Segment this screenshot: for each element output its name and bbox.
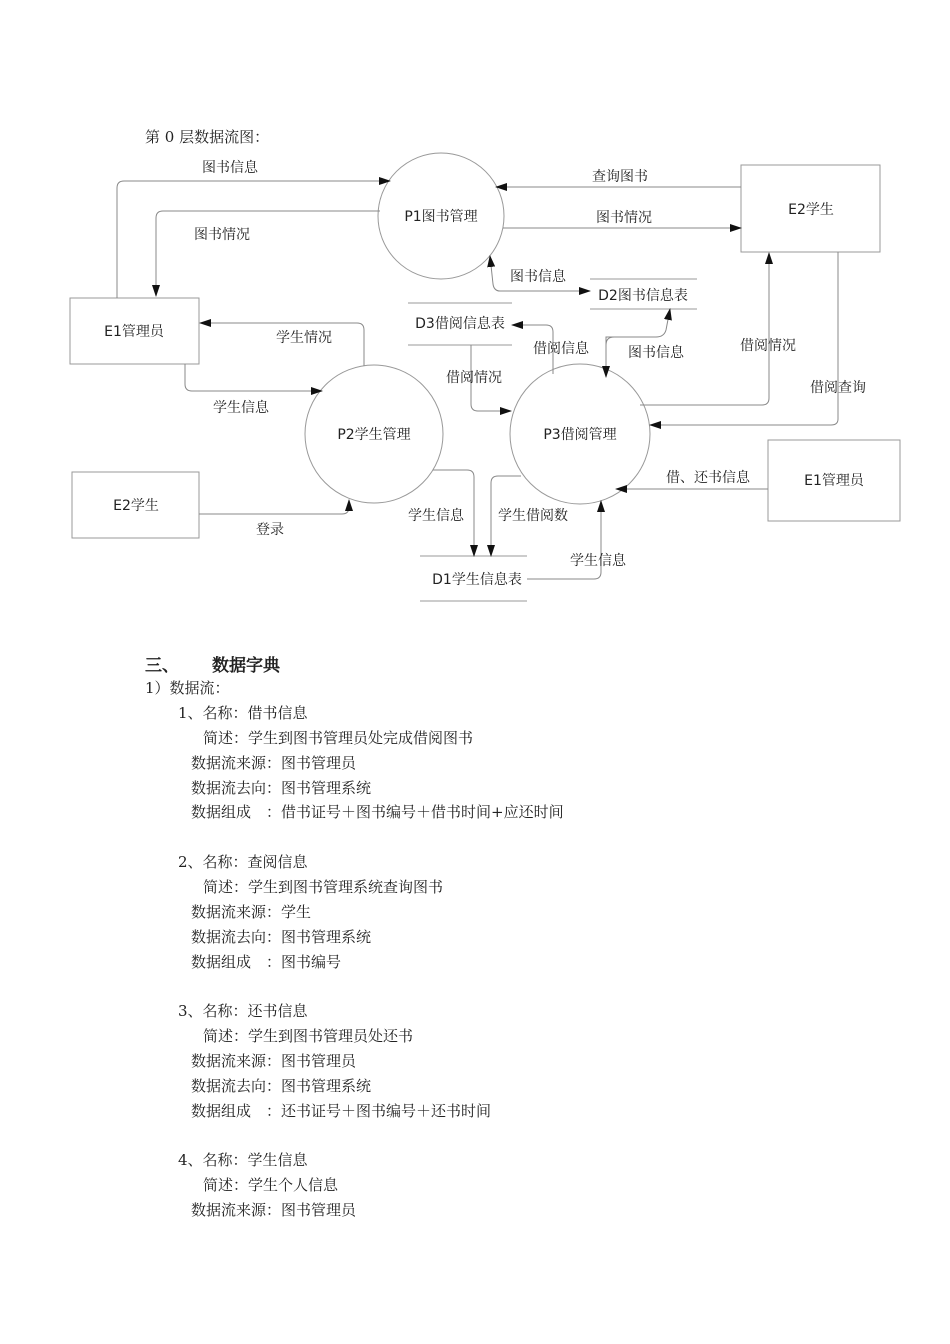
entry-2-source: 数据流来源：学生 bbox=[191, 903, 312, 921]
entry-3-composition: 数据组成 ：还书证号＋图书编号＋还书时间 bbox=[191, 1102, 492, 1120]
flow-p3-to-d2-label: 图书信息 bbox=[628, 345, 684, 361]
store-d2-label: D2图书信息表 bbox=[598, 288, 688, 304]
flow-d2-to-p1-label: 图书信息 bbox=[510, 269, 566, 285]
entry-2-desc: 简述：学生到图书管理系统查询图书 bbox=[203, 878, 444, 896]
process-p3-label: P3借阅管理 bbox=[543, 427, 617, 443]
section-number: 三、 bbox=[145, 656, 179, 676]
flow-p2-to-e1-label: 学生情况 bbox=[276, 330, 332, 346]
flow-e1-to-p1-label: 图书信息 bbox=[202, 160, 258, 176]
flow-e2-to-p2-label: 登录 bbox=[256, 522, 284, 538]
flow-p3-to-d3-label: 借阅信息 bbox=[533, 341, 589, 357]
entry-3-source: 数据流来源：图书管理员 bbox=[191, 1052, 357, 1070]
entry-2-composition: 数据组成 ：图书编号 bbox=[191, 953, 342, 971]
flow-p3-to-e2 bbox=[640, 253, 769, 405]
diagram-caption: 第 0 层数据流图： bbox=[145, 128, 270, 146]
flow-e2-to-p1-label: 查询图书 bbox=[592, 169, 648, 185]
flow-e1-to-p1 bbox=[117, 181, 390, 298]
entity-e1-admin-right-label: E1管理员 bbox=[804, 473, 864, 489]
entry-3-destination: 数据流去向：图书管理系统 bbox=[191, 1077, 372, 1095]
entry-1-name: 1、名称：借书信息 bbox=[178, 704, 308, 722]
flow-e1-to-p2 bbox=[185, 364, 322, 391]
flow-p3-to-d1-label: 学生借阅数 bbox=[498, 508, 568, 524]
entry-1-source: 数据流来源：图书管理员 bbox=[191, 754, 357, 772]
entry-3-name: 3、名称：还书信息 bbox=[178, 1002, 308, 1020]
entry-1-composition: 数据组成 ：借书证号＋图书编号＋借书时间+应还时间 bbox=[191, 803, 564, 821]
flow-e1-to-p3-label: 借、还书信息 bbox=[666, 470, 750, 486]
flow-e2-to-p3-label: 借阅查询 bbox=[810, 380, 866, 396]
flow-p2-to-d1-label: 学生信息 bbox=[408, 508, 464, 524]
entity-e2-student-right-label: E2学生 bbox=[788, 202, 834, 218]
subsection-heading: 1）数据流： bbox=[145, 679, 230, 697]
flow-e2-to-p2 bbox=[199, 500, 349, 514]
entity-e1-admin-left-label: E1管理员 bbox=[104, 324, 164, 340]
store-d3-label: D3借阅信息表 bbox=[415, 316, 505, 332]
flow-e1-to-p2-label: 学生信息 bbox=[213, 400, 269, 416]
entry-2-destination: 数据流去向：图书管理系统 bbox=[191, 928, 372, 946]
section-heading bbox=[145, 651, 280, 676]
section-title: 数据字典 bbox=[212, 656, 280, 676]
entry-2-name: 2、名称：查阅信息 bbox=[178, 853, 308, 871]
flow-d3-to-p3-label: 借阅情况 bbox=[446, 370, 502, 386]
entry-4-name: 4、名称：学生信息 bbox=[178, 1151, 308, 1169]
process-p1-label: P1图书管理 bbox=[404, 209, 478, 225]
entity-e2-student-left-label: E2学生 bbox=[113, 498, 159, 514]
entry-3-desc: 简述：学生到图书管理员处还书 bbox=[203, 1027, 414, 1045]
entry-4-source: 数据流来源：图书管理员 bbox=[191, 1201, 357, 1219]
entry-1-destination: 数据流去向：图书管理系统 bbox=[191, 779, 372, 797]
process-p2-label: P2学生管理 bbox=[337, 427, 411, 443]
flow-p3-to-e2-label: 借阅情况 bbox=[740, 338, 796, 354]
store-d1-label: D1学生信息表 bbox=[432, 572, 522, 588]
entry-4-desc: 简述：学生个人信息 bbox=[203, 1176, 339, 1194]
flow-d1-to-p3-label: 学生信息 bbox=[570, 553, 626, 569]
entry-1-desc: 简述：学生到图书管理员处完成借阅图书 bbox=[203, 729, 474, 747]
data-flow-diagram bbox=[0, 0, 950, 620]
flow-p3-to-d2 bbox=[606, 309, 670, 376]
flow-p1-to-e1-label: 图书情况 bbox=[194, 227, 250, 243]
flow-p1-to-e2-label: 图书情况 bbox=[596, 210, 652, 226]
flow-p1-to-e1 bbox=[156, 211, 380, 296]
